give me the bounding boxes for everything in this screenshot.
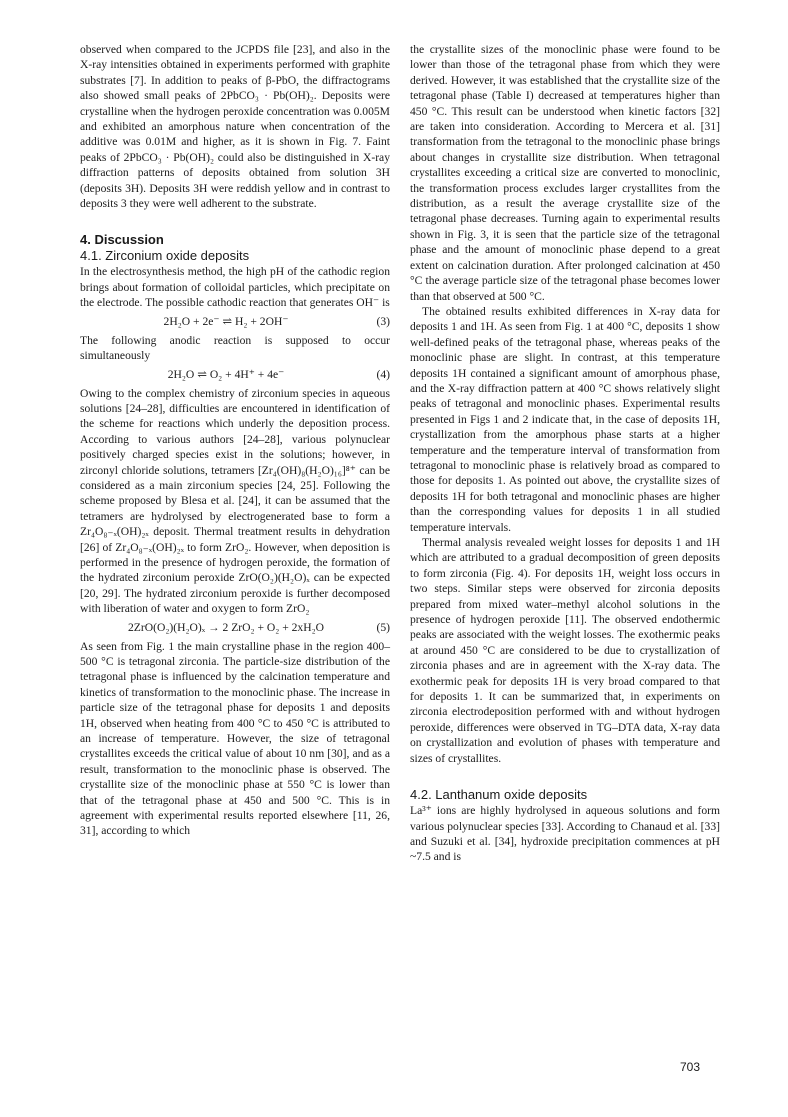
equation-4 [80,364,390,386]
equation-4-number: (4) [376,367,390,381]
paragraph-xray: The obtained results exhibited differences in X-ray data for deposits 1 and 1H. As seen from Fig. 1 at 400 °C, deposits 1 show well-defined peaks of the tetragonal phase, whereas peaks of the monoclinic phase are slight. In contrast, at this temperature deposits 1H contained a significant amount of amorphous phase, and the X-ray diffraction pattern at 400 °C shows relatively slight peaks of tetragonal and monoclinic phases. Experimental results presented in Figs 1 and 2 indicate that, in the case of deposits 1H, crystallization from the amorphous phase starts at a higher temperature and the temperature interval of transformation from tetragonal to monoclinic phase is relatively broad as compared to those for deposits 1. As pointed out above, the crystallite sizes of deposits 1H for both tetragonal and monoclinic phases are higher than the corresponding values for deposits 1 in all studied temperature intervals. [410,304,720,534]
paragraph-continuation: the crystallite sizes of the monoclinic phase were found to be lower than those of the tetragonal phase from which they were derived. However, it was established that the crystallite size of the tetragonal phase (Table I) decreased at temperatures higher than 450 °C. This result can be understood when kinetic factors [32] are taken into consideration. According to Mercera et al. [31] transformation from the tetragonal to the monoclinic phase brings about changes in crystallite size distribution. When tetragonal crystallites exceeding a critical size are converted to monoclinic, the transformation process excludes larger crystallites from the distribution, as a result the average crystallite size of the tetragonal phase decreases. Turning again to experimental results shown in Fig. 3, it is seen that the particle size of the tetragonal phase and the amount of monoclinic phase depend to a great extent on calcination duration. After prolonged calcination at 450 °C the average particle size of the tetragonal phase becomes lower than that observed at 500 °C. [410,43,720,303]
equation-3-expression: 2H₂O + 2e⁻ ⇌ H₂ + 2OH⁻ [163,314,289,328]
paragraph-cathodic: In the electrosynthesis method, the high pH of the cathodic region brings about formation of colloidal particles, which precipitate on the electrode. The possible cathodic reaction that generates OH⁻ is [80,265,390,310]
equation-4-expression: 2H₂O ⇌ O₂ + 4H⁺ + 4e⁻ [167,367,285,381]
right-column [410,42,720,865]
page-number: 703 [679,1060,700,1074]
subsection-heading-lanthanum: 4.2. Lanthanum oxide deposits [410,787,588,803]
paragraph-intro: observed when compared to the JCPDS file [23], and also in the X-ray intensities obtained in experiments performed with graphite substrates [7]. In addition to peaks of β-PbO, the diffractograms also showed small peaks of 2PbCO₃ · Pb(OH)₂. Deposits were crystalline when the hydrogen peroxide concentration was 0.005M and exhibited an amorphous nature when concentration of the additive was 0.01M and higher, as it is shown in Fig. 7. Faint peaks of 2PbCO₃ · Pb(OH)₂ could also be distinguished in X-ray diffraction patterns of deposits obtained from solution 3H (deposits 3H). Deposits 3H were reddish yellow and in contrast to deposits 3 they were well adherent to the substrate. [80,43,390,211]
equation-5-expression: 2ZrO(O₂)(H₂O)ₓ → 2 ZrO₂ + O₂ + 2xH₂O [127,620,325,634]
equation-5-number: (5) [376,620,390,634]
subsection-heading-zirconium: 4.1. Zirconium oxide deposits [80,248,250,264]
left-column [80,42,390,839]
equation-3-number: (3) [376,314,390,328]
paragraph-anodic: The following anodic reaction is supposed to occur simultaneously [80,333,390,363]
equation-5 [80,617,390,639]
paragraph-fig1: As seen from Fig. 1 the main crystalline phase in the region 400–500 °C is tetragonal zirconia. The particle-size distribution of the tetragonal phase is influenced by the calcination temperature and kinetics of transformation to the monoclinic phase. The increase in particle size of the tetragonal phase for deposits 1 and deposits 1H, observed when heating from 400 °C to 450 °C is attributed to an increase of temperature. However, the size of tetragonal crystallites exceeds the critical value of about 10 nm [30], and as a result, transformation to the monoclinic phase is observed. The crystallite size of the monoclinic phase at 550 °C is lower than that of the tetragonal phase at 450 and 500 °C. This is in agreement with experimental results reported elsewhere [11, 26, 31], according to which [80,639,390,838]
equation-3 [80,311,390,333]
paragraph-lanthanum: La³⁺ ions are highly hydrolysed in aqueous solutions and form various polynuclear species [33]. According to Chanaud et al. [33] and Suzuki et al. [34], hydroxide precipitation commences at pH ~7.5 and is [410,804,720,864]
paragraph-thermal: Thermal analysis revealed weight losses for deposits 1 and 1H which are attributed to a gradual decomposition of green deposits to form zirconia (Fig. 4). For deposits 1H, weight loss occurs in two steps. Similar steps were observed for zirconia deposits prepared from mixed water–methyl alcohol solutions in the presence of hydrogen peroxide [11]. The observed endothermic peaks are associated with the weight losses. The exothermic peaks at around 450 °C are considered to be due to crystallization of zirconia phases and are in agreement with the X-ray data. The exothermic peak for deposits 1H is very broad compared to that for deposits 1. It can be summarized that, in experiments on zirconia electrodeposition performed with and without hydrogen peroxide, differences were observed in TG–DTA data, X-ray data on crystallization and evolution of phases with temperature and sizes of crystallites. [410,536,720,765]
paragraph-complex-chemistry: Owing to the complex chemistry of zirconium species in aqueous solutions [24–28], difficulties are encountered in identification of the scheme for reactions which underly the deposition process. According to various authors [24–28], various polynuclear positively charged species exist in the solutions; however, in zirconyl chloride solutions, tetramers [Zr₄(OH)₈(H₂O)₁₆]⁸⁺ can be considered as a main zirconium species [24, 25]. Following the scheme proposed by Blesa et al. [24], it can be assumed that the tetramers are hydrolysed by electrogenerated base to form a Zr₄O₈₋ₓ(OH)₂ₓ deposit. Thermal treatment results in dehydration [26] of Zr₄O₈₋ₓ(OH)₂ₓ to form ZrO₂. However, when deposition is performed in the presence of hydrogen peroxide, the formation of the hydrated zirconium peroxide ZrO(O₂)(H₂O)ₓ can be expected [20, 29]. The hydrated zirconium peroxide is further decomposed with liberation of water and oxygen to form ZrO₂ [80,386,390,616]
section-heading-discussion: 4. Discussion [80,232,164,248]
